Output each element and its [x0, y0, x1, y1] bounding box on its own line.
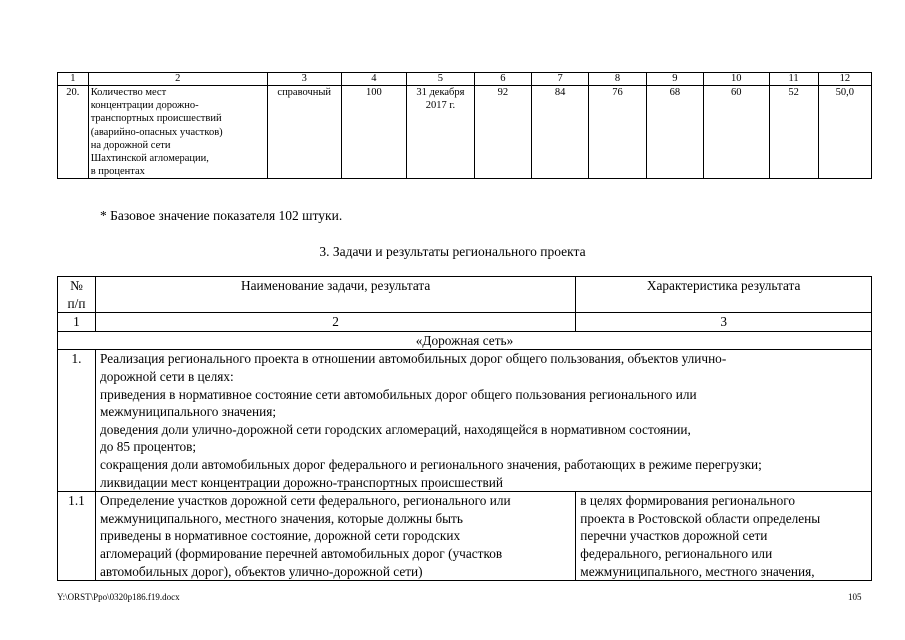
text-line: на дорожной сети [90, 139, 171, 151]
text-line: приведены в нормативное состояние, дорожной сети городских [99, 528, 461, 544]
text-line: до 85 процентов; [99, 439, 197, 455]
value-cell: 92 [474, 86, 531, 179]
value-cell: 52 [769, 86, 818, 179]
header-cell: 3 [267, 73, 341, 86]
text-line: межмуниципального значения; [99, 404, 277, 420]
text-line: приведения в нормативное состояние сети автомобильных дорог общего пользования регионального или [99, 386, 697, 402]
text-line: федерального, регионального или [580, 545, 773, 561]
text-line: 31 декабря [416, 87, 465, 98]
text-line: транспортных происшествий [90, 113, 222, 125]
text-line: (аварийно-опасных участков) [90, 126, 223, 138]
tasks-table [57, 276, 872, 581]
row-number: 20. [58, 86, 89, 179]
text-line: Определение участков дорожной сети федерального, регионального или [99, 493, 511, 509]
text-line: сокращения доли автомобильных дорог федерального и регионального значения, работающих в режиме перегрузки; [99, 456, 762, 472]
file-path: Y:\ORST\Ppo\0320p186.f19.docx [57, 592, 180, 602]
text-line: агломераций (формирование перечней автомобильных дорог (участков [99, 545, 503, 561]
base-date [407, 86, 475, 179]
text-line: доведения доли улично-дорожной сети городских агломераций, находящейся в нормативном состоянии, [99, 421, 691, 437]
column-number: 1 [58, 313, 96, 332]
indicator-name [88, 86, 267, 179]
header-cell: 10 [703, 73, 769, 86]
table-header-row [58, 277, 872, 313]
value-cell: 50,0 [818, 86, 871, 179]
text-line: 2017 г. [425, 100, 456, 112]
header-cell: 11 [769, 73, 818, 86]
column-number: 2 [95, 313, 575, 332]
text-line: ликвидации мест концентрации дорожно-транспортных происшествий [99, 474, 503, 490]
section-title: 3. Задачи и результаты регионального проекта [319, 244, 586, 259]
text-line: в процентах [90, 166, 145, 178]
header-cell: 2 [88, 73, 267, 86]
header-cell: 4 [341, 73, 407, 86]
value-cell: 76 [589, 86, 646, 179]
text-line: № [70, 278, 83, 293]
header-cell: 9 [646, 73, 703, 86]
indicator-type: справочный [267, 86, 341, 179]
header-cell: 1 [58, 73, 89, 86]
text-line: межмуниципального, местного значения, которые должны быть [99, 510, 463, 526]
text-line: концентрации дорожно- [90, 100, 199, 112]
header-cell: 5 [407, 73, 475, 86]
base-value: 100 [341, 86, 407, 179]
page-number: 105 [848, 592, 862, 602]
text-line: п/п [67, 295, 86, 311]
header-cell-number [58, 277, 96, 313]
header-cell: 8 [589, 73, 646, 86]
group-row [58, 331, 872, 350]
text-line: Реализация регионального проекта в отношении автомобильных дорог общего пользования, объектов улично- [99, 351, 727, 367]
header-cell: 12 [818, 73, 871, 86]
footnote: * Базовое значение показателя 102 штуки. [100, 208, 343, 223]
table-row [58, 86, 872, 179]
value-cell: 84 [532, 86, 589, 179]
text-line: межмуниципального, местного значения, [580, 563, 815, 579]
text-line: перечни участков дорожной сети [580, 528, 768, 544]
column-number-row [58, 313, 872, 332]
indicator-table [57, 72, 872, 179]
text-line: Шахтинской агломерации, [90, 153, 209, 165]
task-description [95, 350, 871, 492]
value-cell: 60 [703, 86, 769, 179]
text-line: в целях формирования регионального [580, 493, 795, 509]
value-cell: 68 [646, 86, 703, 179]
table-row [58, 492, 872, 581]
row-number: 1.1 [58, 492, 96, 581]
table-row [58, 350, 872, 492]
header-cell-characteristic: Характеристика результата [576, 277, 872, 313]
header-cell: 6 [474, 73, 531, 86]
text-line: Количество мест [90, 87, 167, 98]
result-characteristic [576, 492, 872, 581]
text-line: дорожной сети в целях: [99, 368, 234, 384]
row-number: 1. [58, 350, 96, 492]
text-line: проекта в Ростовской области определены [580, 510, 821, 526]
result-name [95, 492, 575, 581]
column-number-row [58, 73, 872, 86]
header-cell-name: Наименование задачи, результата [95, 277, 575, 313]
text-line: автомобильных дорог), объектов улично-дорожной сети) [99, 563, 423, 579]
header-cell: 7 [532, 73, 589, 86]
group-title: «Дорожная сеть» [58, 331, 872, 350]
column-number: 3 [576, 313, 872, 332]
